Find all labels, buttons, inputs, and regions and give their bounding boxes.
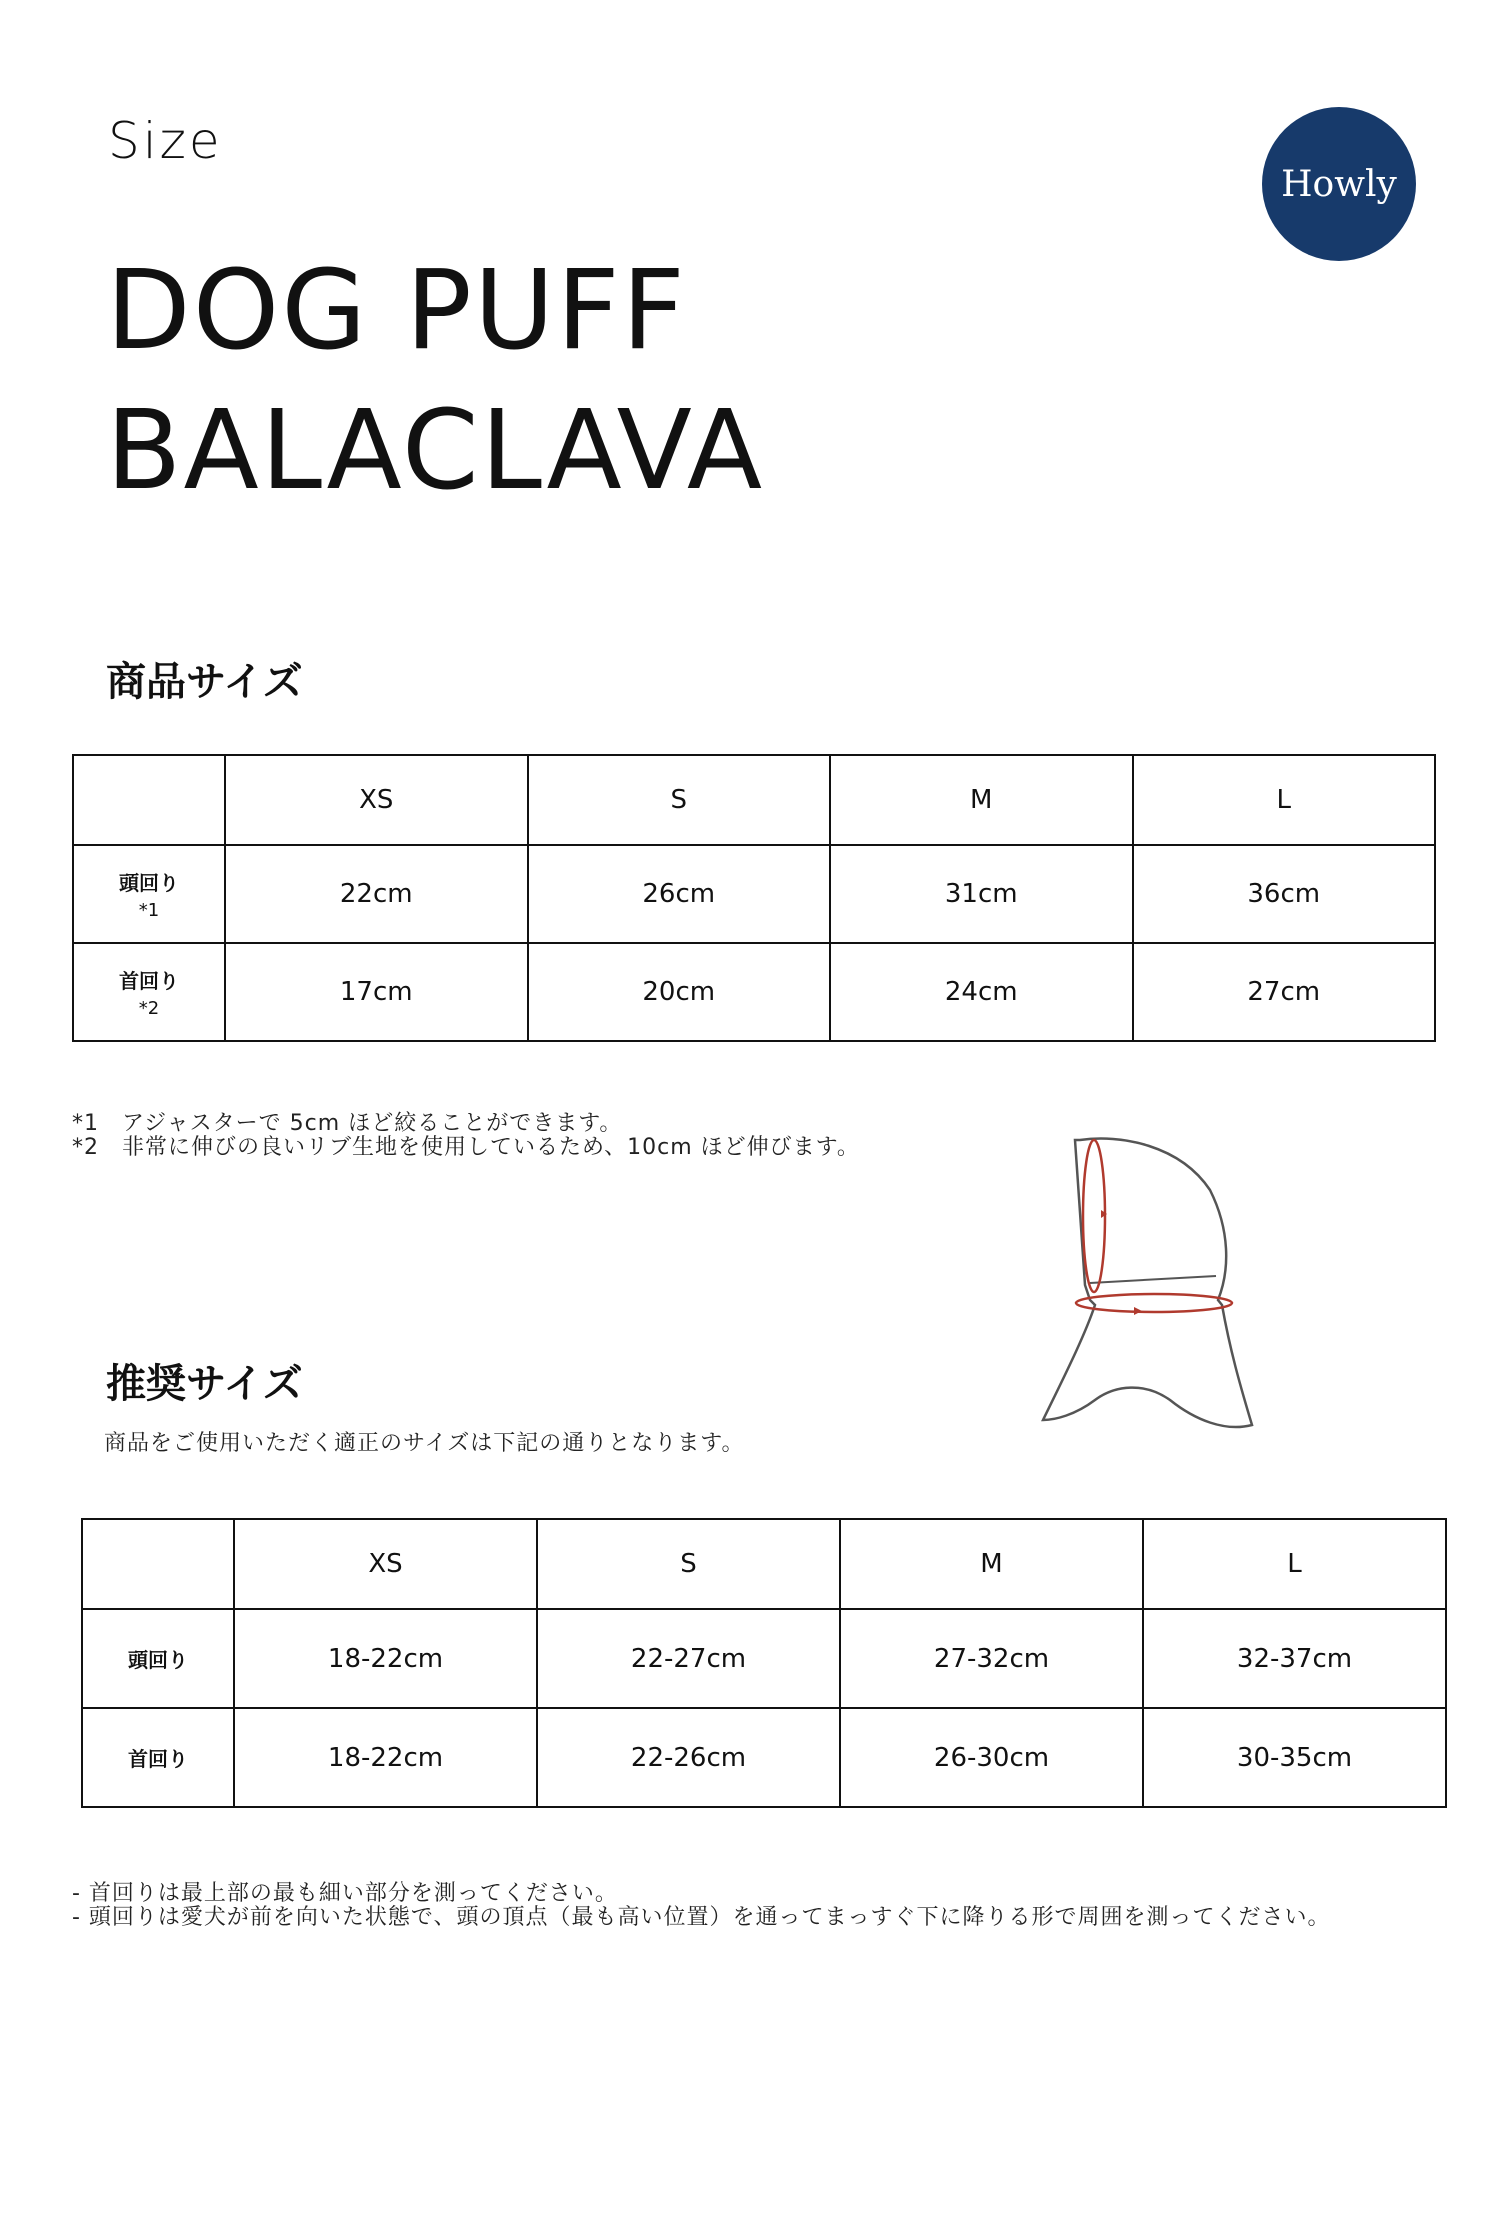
title-line-1: DOG PUFF [106, 246, 687, 374]
neck-measure-loop [1076, 1294, 1232, 1312]
row-label-neck [73, 943, 225, 1041]
balaclava-outline [1043, 1138, 1252, 1427]
table-header-row [73, 755, 1435, 845]
table-cell: 32-37cm [1143, 1609, 1446, 1708]
column-header: XS [225, 755, 528, 845]
balaclava-diagram [1030, 1120, 1270, 1440]
table-cell: 22-26cm [537, 1708, 840, 1807]
column-header: M [830, 755, 1133, 845]
table-cell: 18-22cm [234, 1609, 537, 1708]
title-line-2: BALACLAVA [106, 386, 765, 514]
column-header: M [840, 1519, 1143, 1609]
neck-inner-line [1090, 1276, 1216, 1283]
table-row [82, 1708, 1446, 1807]
table-cell: 22-27cm [537, 1609, 840, 1708]
table-cell: 22cm [225, 845, 528, 943]
table-cell: 26cm [528, 845, 831, 943]
table-cell: 27cm [1133, 943, 1436, 1041]
table-row [82, 1609, 1446, 1708]
row-label-head: 頭回り [82, 1609, 234, 1708]
footnote-2: *2 非常に伸びの良いリブ生地を使用しているため、10cm ほど伸びます。 [72, 1135, 860, 1160]
row-label-head [73, 845, 225, 943]
column-header: XS [234, 1519, 537, 1609]
table-cell: 36cm [1133, 845, 1436, 943]
table-cell: 27-32cm [840, 1609, 1143, 1708]
row-label-neck: 首回り [82, 1708, 234, 1807]
measurement-notes [72, 1882, 1331, 1930]
column-header: L [1143, 1519, 1446, 1609]
product-title [106, 240, 764, 520]
product-size-heading: 商品サイズ [106, 659, 303, 705]
table-cell: 31cm [830, 845, 1133, 943]
table-cell: 24cm [830, 943, 1133, 1041]
table-cell: 30-35cm [1143, 1708, 1446, 1807]
product-size-notes [72, 1112, 860, 1160]
recommended-size-heading: 推奨サイズ [106, 1361, 303, 1407]
table-cell: 26-30cm [840, 1708, 1143, 1807]
row-label-text: 頭回り [119, 871, 179, 895]
table-header-row [82, 1519, 1446, 1609]
table-corner-cell [73, 755, 225, 845]
table-row [73, 845, 1435, 943]
table-cell: 17cm [225, 943, 528, 1041]
column-header: S [537, 1519, 840, 1609]
table-row [73, 943, 1435, 1041]
footnote-1: *1 アジャスターで 5cm ほど絞ることができます。 [72, 1111, 623, 1136]
table-corner-cell [82, 1519, 234, 1609]
table-cell: 18-22cm [234, 1708, 537, 1807]
column-header: S [528, 755, 831, 845]
product-size-table [72, 754, 1436, 1042]
size-label: Size [108, 112, 223, 170]
column-header: L [1133, 755, 1436, 845]
row-note-marker: *1 [138, 900, 160, 921]
row-label-text: 首回り [119, 969, 179, 993]
recommended-size-table [81, 1518, 1447, 1808]
measurement-note-1: - 首回りは最上部の最も細い部分を測ってください。 [72, 1881, 618, 1906]
table-cell: 20cm [528, 943, 831, 1041]
row-note-marker: *2 [138, 998, 160, 1019]
brand-logo: Howly [1262, 107, 1416, 261]
measurement-note-2: - 頭回りは愛犬が前を向いた状態で、頭の頂点（最も高い位置）を通ってまっすぐ下に降りる形で周囲を測ってください。 [72, 1905, 1331, 1930]
neck-measure-arrow [1134, 1307, 1142, 1315]
recommended-size-subtitle: 商品をご使用いただく適正のサイズは下記の通りとなります。 [104, 1431, 745, 1456]
